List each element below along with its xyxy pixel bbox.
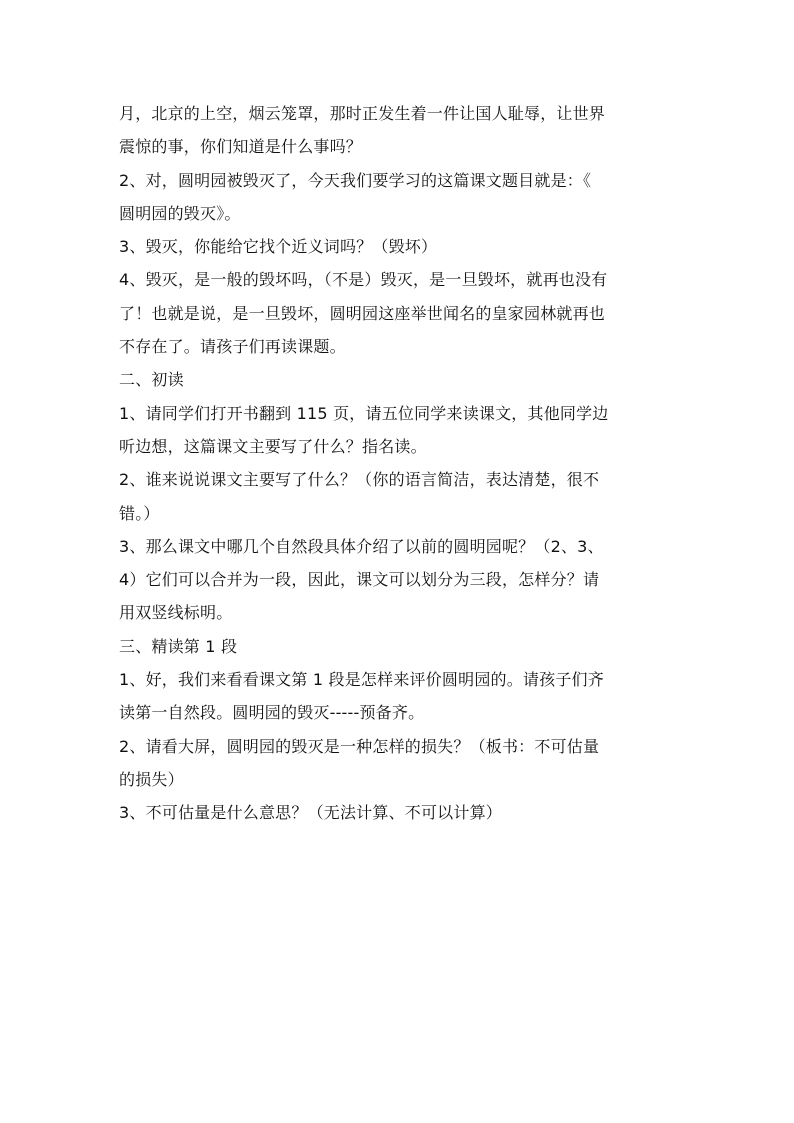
text-line: 圆明园的毁灭》。 [119, 203, 241, 223]
text-line: 错。） [119, 503, 160, 523]
text-line: 2、请看大屏，圆明园的毁灭是一种怎样的损失？（板书：不可估量 [119, 736, 600, 756]
text-line: 用双竖线标明。 [119, 603, 233, 623]
text-line: 2、对，圆明园被毁灭了，今天我们要学习的这篇课文题目就是：《 [119, 170, 592, 190]
text-line: 3、毁灭，你能给它找个近义词吗？（毁坏） [119, 237, 438, 257]
text-line: 不存在了。请孩子们再读课题。 [119, 337, 346, 357]
text-line: 1、请同学们打开书翻到 115 页，请五位同学来读课文，其他同学边 [119, 403, 609, 423]
text-line: 震惊的事，你们知道是什么事吗？ [119, 137, 363, 157]
section-heading: 二、初读 [119, 370, 184, 390]
text-line: 3、不可估量是什么意思？（无法计算、不可以计算） [119, 803, 502, 823]
text-line: 1、好，我们来看看课文第 1 段是怎样来评价圆明园的。请孩子们齐 [119, 670, 604, 690]
text-line: 4）它们可以合并为一段，因此，课文可以划分为三段，怎样分？请 [119, 570, 600, 590]
text-line: 听边想，这篇课文主要写了什么？指名读。 [119, 436, 427, 456]
text-line: 4、毁灭，是一般的毁坏吗，（不是）毁灭，是一旦毁坏，就再也没有 [119, 270, 608, 290]
text-line: 读第一自然段。圆明园的毁灭-----预备齐。 [119, 703, 425, 723]
document-body [119, 97, 681, 830]
text-line: 了！也就是说，是一旦毁坏，圆明园这座举世闻名的皇家园林就再也 [119, 303, 606, 323]
text-line: 的损失） [119, 769, 184, 789]
text-line: 2、谁来说说课文主要写了什么？（你的语言简洁，表达清楚，很不 [119, 470, 600, 490]
text-line: 3、那么课文中哪几个自然段具体介绍了以前的圆明园呢？（2、3、 [119, 536, 604, 556]
text-line: 月，北京的上空，烟云笼罩，那时正发生着一件让国人耻辱，让世界 [119, 104, 606, 123]
section-heading: 三、精读第 1 段 [119, 636, 238, 656]
